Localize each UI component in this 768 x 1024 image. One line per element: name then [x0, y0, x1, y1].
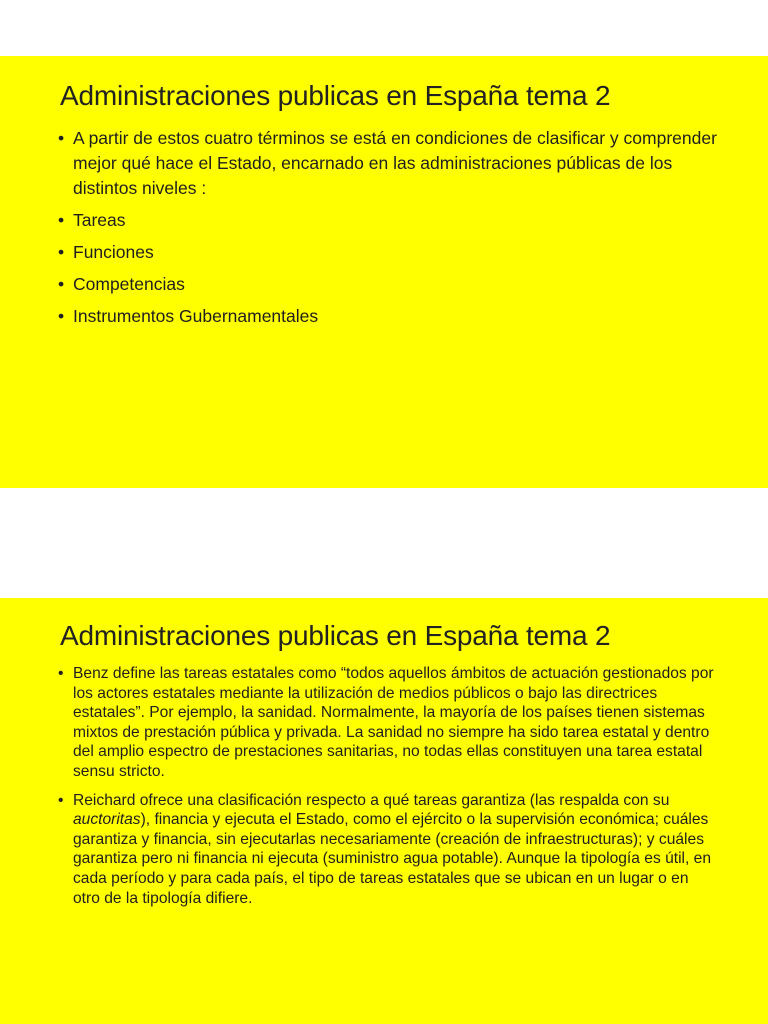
slide-title: Administraciones publicas en España tema 2	[60, 80, 611, 111]
list-item	[58, 664, 714, 782]
list-item	[58, 272, 728, 297]
bullet-icon: •	[58, 274, 65, 294]
bullet-text-italic: auctoritas	[73, 811, 141, 829]
bullet-text-after: ), financia y ejecuta el Estado, como el ejército o la supervisión económica; cuáles garantiza y financia, sin ejecutarlas necesariamente (creación de infraestructuras); y cuáles garantiza pero ni financia ni ejecuta (suministro agua potable). Aunque la tipología es útil, en cada período y para cada país, el tipo de tareas estatales que se ubican en un lugar o en otro de la tipología difiere.	[73, 811, 712, 907]
bullet-list	[58, 664, 714, 917]
bullet-icon: •	[58, 210, 65, 230]
bullet-list	[58, 126, 728, 336]
bullet-text-before: Reichard ofrece una clasificación respecto a qué tareas garantiza (las respalda con su	[73, 791, 670, 809]
bullet-text: Benz define las tareas estatales como “todos aquellos ámbitos de actuación gestionados por los actores estatales mediante la utilización de medios públicos o bajo las directrices estatales”. Por ejemplo, la sanidad. Normalmente, la mayoría de los países tienen sistemas mixtos de prestación pública y privada. La sanidad no siempre ha sido tarea estatal y dentro del amplio espectro de prestaciones sanitarias, no todas ellas constituyen una tarea estatal sensu stricto.	[73, 665, 714, 780]
bullet-icon: •	[58, 665, 64, 682]
bullet-text: Competencias	[73, 274, 185, 294]
bullet-icon: •	[58, 242, 65, 262]
bullet-text: Funciones	[73, 242, 154, 262]
list-item	[58, 208, 728, 233]
list-item	[58, 240, 728, 265]
bullet-icon: •	[58, 306, 65, 326]
bullet-icon: •	[58, 791, 64, 809]
bullet-text: Instrumentos Gubernamentales	[73, 306, 319, 326]
slide-1	[0, 56, 768, 488]
bullet-text: Tareas	[73, 210, 126, 230]
bullet-text: A partir de estos cuatro términos se está en condiciones de clasificar y comprender mejor qué hace el Estado, encarnado en las administraciones públicas de los distintos niveles :	[73, 128, 717, 198]
bullet-icon: •	[58, 128, 65, 148]
list-item	[58, 126, 728, 201]
list-item	[58, 791, 714, 909]
slide-title: Administraciones publicas en España tema 2	[60, 620, 611, 651]
slide-2	[0, 598, 768, 1024]
list-item	[58, 304, 728, 329]
